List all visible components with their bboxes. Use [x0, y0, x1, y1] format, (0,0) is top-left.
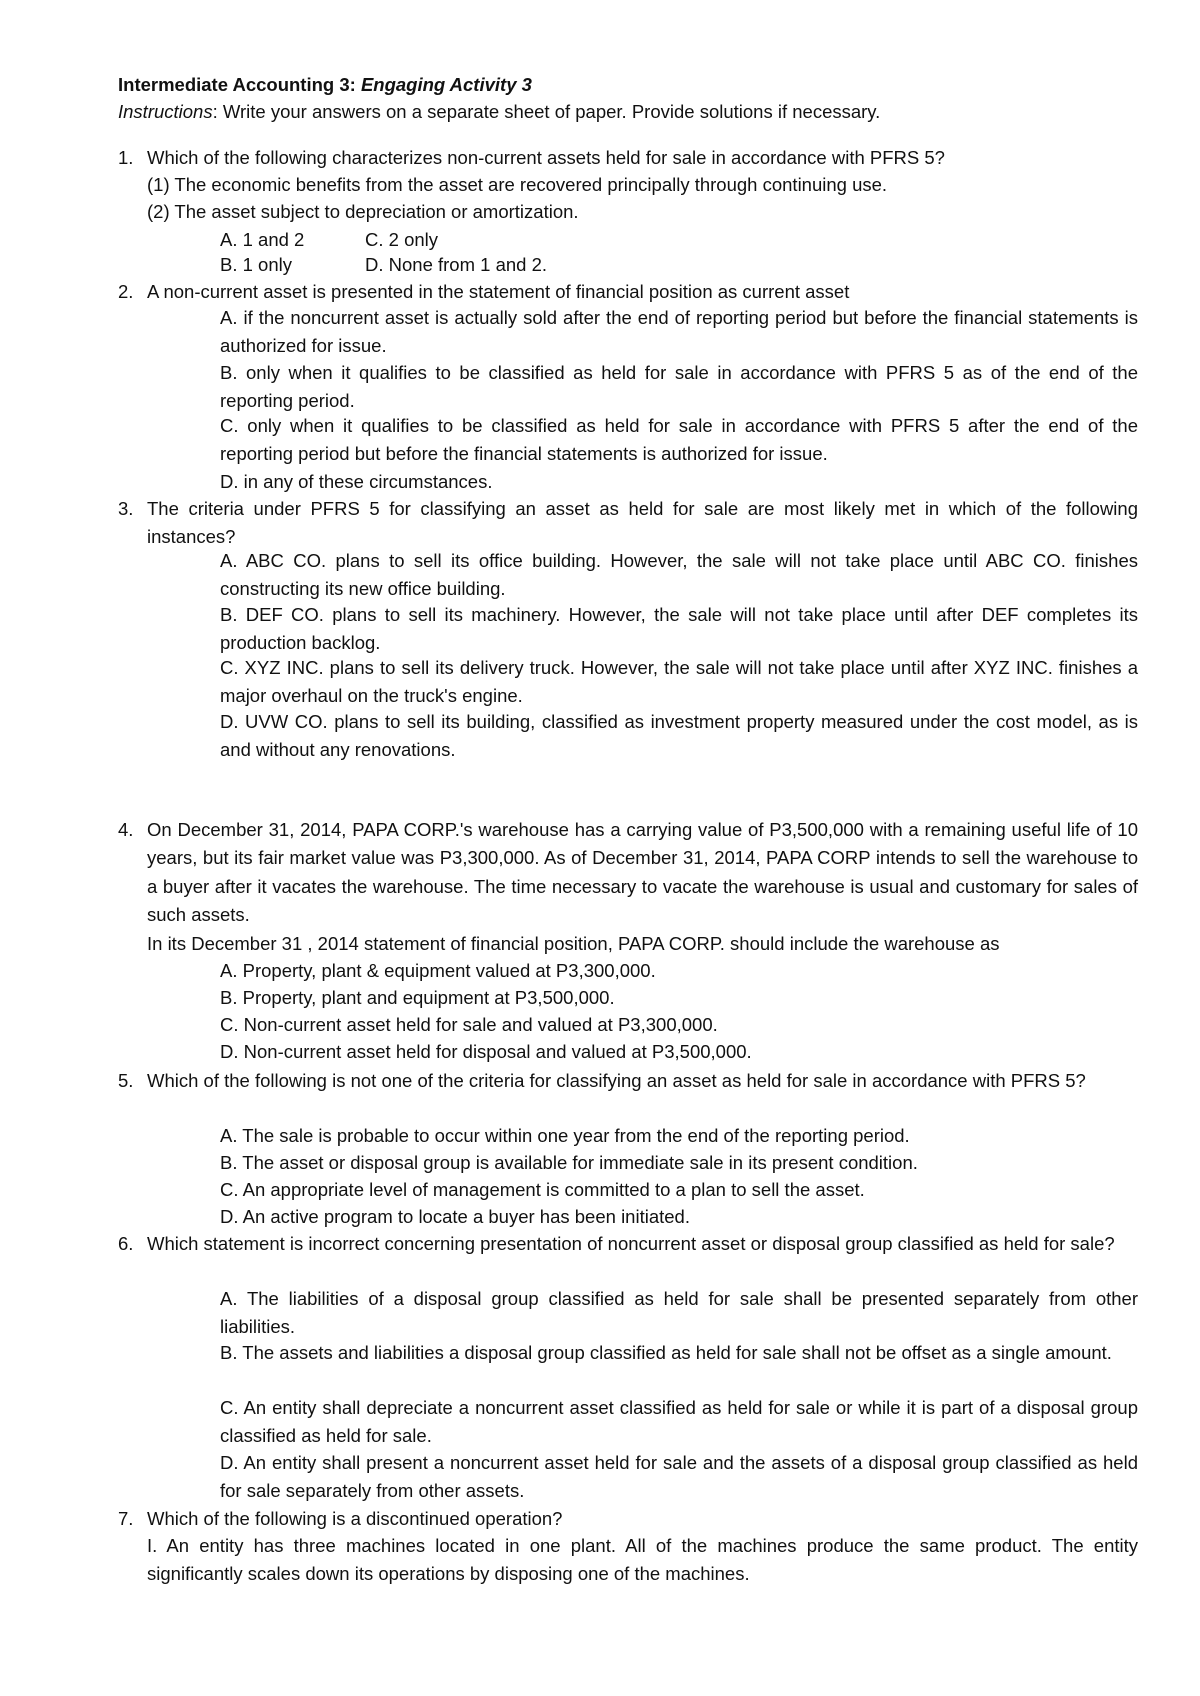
statement: (2) The asset subject to depreciation or amortization.: [147, 201, 579, 222]
question-number: 5.: [118, 1070, 134, 1091]
question-number: 4.: [118, 819, 134, 840]
question-stem: Which of the following is a discontinued operation?: [147, 1508, 563, 1529]
choice: B. 1 only: [220, 254, 292, 275]
instructions: [118, 100, 880, 124]
choice: A. 1 and 2: [220, 229, 305, 250]
question-number: 7.: [118, 1508, 134, 1529]
instructions-text: : Write your answers on a separate sheet of paper. Provide solutions if necessary.: [212, 101, 881, 122]
choice: C. An entity shall depreciate a noncurrent asset classified as held for sale or while it is part of a disposal group classified as held for sale.: [220, 1397, 1138, 1446]
question-stem: Which of the following is not one of the criteria for classifying an asset as held for sale in accordance with PFRS 5?: [147, 1070, 1086, 1091]
choice: B. only when it qualifies to be classified as held for sale in accordance with PFRS 5 as of the end of the reporting period.: [220, 362, 1138, 411]
statement: I. An entity has three machines located in one plant. All of the machines produce the same product. The entity significantly scales down its operations by disposing one of the machines.: [147, 1535, 1138, 1584]
question-stem: A non-current asset is presented in the statement of financial position as current asset: [147, 281, 850, 302]
question-number: 3.: [118, 498, 134, 519]
choice-row: [220, 253, 548, 277]
choice: A. if the noncurrent asset is actually sold after the end of reporting period but before the financial statements is authorized for issue.: [220, 307, 1138, 356]
choice: B. Property, plant and equipment at P3,500,000.: [220, 987, 615, 1008]
choice: B. The asset or disposal group is available for immediate sale in its present condition.: [220, 1152, 918, 1173]
choice: D. Non-current asset held for disposal and valued at P3,500,000.: [220, 1041, 752, 1062]
choice: D. None from 1 and 2.: [365, 254, 548, 275]
statement: (1) The economic benefits from the asset are recovered principally through continuing use.: [147, 174, 888, 195]
question-stem: The criteria under PFRS 5 for classifying an asset as held for sale are most likely met in which of the following instances?: [147, 498, 1138, 547]
instructions-label: Instructions: [118, 101, 213, 122]
choice: A. The liabilities of a disposal group classified as held for sale shall be presented separately from other liabilities.: [220, 1288, 1138, 1337]
question-number: 6.: [118, 1233, 134, 1254]
question-stem: Which statement is incorrect concerning presentation of noncurrent asset or disposal group classified as held for sale?: [147, 1233, 1115, 1254]
question-stem: Which of the following characterizes non-current assets held for sale in accordance with PFRS 5?: [147, 147, 945, 168]
choice-row: [220, 228, 439, 252]
choice: D. An active program to locate a buyer has been initiated.: [220, 1206, 690, 1227]
choice: B. The assets and liabilities a disposal group classified as held for sale shall not be offset as a single amount.: [220, 1342, 1112, 1363]
choice: A. The sale is probable to occur within one year from the end of the reporting period.: [220, 1125, 910, 1146]
choice: C. XYZ INC. plans to sell its delivery truck. However, the sale will not take place until after XYZ INC. finishes a major overhaul on the truck's engine.: [220, 657, 1138, 706]
question-stem: On December 31, 2014, PAPA CORP.'s warehouse has a carrying value of P3,500,000 with a remaining useful life of 10 years, but its fair market value was P3,300,000. As of December 31, 2014, PAPA CORP intends to sell the warehouse to a buyer after it vacates the warehouse. The time necessary to vacate the warehouse is usual and customary for sales of such assets.: [147, 819, 1138, 925]
choice: C. An appropriate level of management is committed to a plan to sell the asset.: [220, 1179, 865, 1200]
choice: D. An entity shall present a noncurrent asset held for sale and the assets of a disposal group classified as held for sale separately from other assets.: [220, 1452, 1138, 1501]
course-name: Intermediate Accounting 3:: [118, 74, 356, 95]
choice: A. Property, plant & equipment valued at P3,300,000.: [220, 960, 656, 981]
choice: D. UVW CO. plans to sell its building, classified as investment property measured under the cost model, as is and without any renovations.: [220, 711, 1138, 760]
activity-name: Engaging Activity 3: [360, 74, 532, 95]
choice: D. in any of these circumstances.: [220, 471, 493, 492]
choice: C. only when it qualifies to be classified as held for sale in accordance with PFRS 5 after the end of the reporting period but before the financial statements is authorized for issue.: [220, 415, 1138, 464]
question-number: 1.: [118, 147, 134, 168]
question-number: 2.: [118, 281, 134, 302]
document-title: [118, 73, 532, 97]
choice: A. ABC CO. plans to sell its office building. However, the sale will not take place until ABC CO. finishes constructing its new office building.: [220, 550, 1138, 599]
choice: C. Non-current asset held for sale and valued at P3,300,000.: [220, 1014, 718, 1035]
question-stem-continued: In its December 31 , 2014 statement of financial position, PAPA CORP. should include the warehouse as: [147, 933, 1000, 954]
choice: C. 2 only: [365, 229, 439, 250]
choice: B. DEF CO. plans to sell its machinery. However, the sale will not take place until after DEF completes its production backlog.: [220, 604, 1138, 653]
